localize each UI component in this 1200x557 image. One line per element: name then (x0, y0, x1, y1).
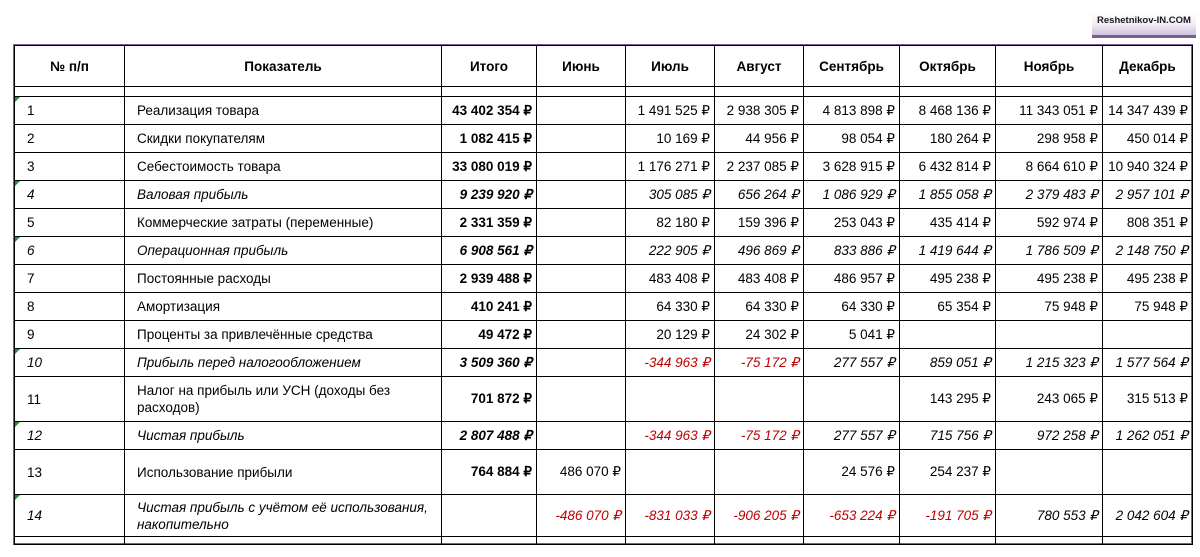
header-cell[interactable]: Декабрь (1103, 46, 1193, 87)
table-row (15, 125, 1193, 153)
row-number-cell[interactable] (15, 450, 125, 495)
month-value-cell[interactable]: 98 054 ₽ (804, 125, 900, 153)
month-value-cell[interactable]: 180 264 ₽ (900, 125, 996, 153)
table-row (15, 495, 1193, 537)
month-value-cell[interactable]: 222 905 ₽ (626, 237, 715, 265)
month-value-cell[interactable] (626, 377, 715, 422)
indicator-name-cell[interactable]: Реализация товара (125, 97, 442, 125)
total-cell[interactable]: 9 239 920 ₽ (442, 181, 537, 209)
cell-marker-icon (15, 97, 20, 102)
indicator-name-cell[interactable]: Чистая прибыль (125, 422, 442, 450)
month-value-cell[interactable] (537, 422, 626, 450)
month-value-cell[interactable]: -75 172 ₽ (715, 349, 804, 377)
month-value-cell[interactable]: 10 169 ₽ (626, 125, 715, 153)
month-value-cell[interactable]: 592 974 ₽ (996, 209, 1103, 237)
total-cell[interactable]: 49 472 ₽ (442, 321, 537, 349)
month-value-cell[interactable]: 495 238 ₽ (1103, 265, 1193, 293)
month-value-cell[interactable] (715, 450, 804, 495)
empty-cell[interactable] (626, 537, 715, 545)
empty-cell[interactable] (1103, 87, 1193, 97)
month-value-cell[interactable]: -344 963 ₽ (626, 422, 715, 450)
row-number-cell[interactable] (15, 321, 125, 349)
header-cell[interactable]: Июнь (537, 46, 626, 87)
empty-cell[interactable] (125, 537, 442, 545)
row-number: 1 (27, 103, 35, 118)
month-value-cell[interactable]: -906 205 ₽ (715, 495, 804, 537)
empty-cell[interactable] (442, 537, 537, 545)
row-number: 5 (27, 215, 35, 230)
month-value-cell[interactable]: -75 172 ₽ (715, 422, 804, 450)
month-value-cell[interactable]: 859 051 ₽ (900, 349, 996, 377)
table-row (15, 209, 1193, 237)
total-cell[interactable]: 6 908 561 ₽ (442, 237, 537, 265)
month-value-cell[interactable]: 6 432 814 ₽ (900, 153, 996, 181)
month-value-cell[interactable]: 65 354 ₽ (900, 293, 996, 321)
month-value-cell[interactable]: 243 065 ₽ (996, 377, 1103, 422)
month-value-cell[interactable]: 2 237 085 ₽ (715, 153, 804, 181)
total-cell[interactable]: 33 080 019 ₽ (442, 153, 537, 181)
profit-loss-table (14, 45, 1193, 545)
header-cell[interactable]: Октябрь (900, 46, 996, 87)
month-value-cell[interactable]: 808 351 ₽ (1103, 209, 1193, 237)
table-row (15, 422, 1193, 450)
month-value-cell[interactable]: 780 553 ₽ (996, 495, 1103, 537)
month-value-cell[interactable]: 82 180 ₽ (626, 209, 715, 237)
indicator-name-cell[interactable]: Скидки покупателям (125, 125, 442, 153)
month-value-cell[interactable] (537, 237, 626, 265)
indicator-name-cell[interactable]: Амортизация (125, 293, 442, 321)
month-value-cell[interactable]: 2 148 750 ₽ (1103, 237, 1193, 265)
total-cell[interactable]: 701 872 ₽ (442, 377, 537, 422)
table-row (15, 153, 1193, 181)
month-value-cell[interactable]: 1 262 051 ₽ (1103, 422, 1193, 450)
total-cell[interactable]: 43 402 354 ₽ (442, 97, 537, 125)
spacer-row (15, 87, 1193, 97)
month-value-cell[interactable] (804, 377, 900, 422)
site-logo (1092, 12, 1196, 38)
month-value-cell[interactable]: 24 302 ₽ (715, 321, 804, 349)
row-number: 7 (27, 271, 35, 286)
indicator-name-cell[interactable]: Проценты за привлечённые средства (125, 321, 442, 349)
month-value-cell[interactable]: 305 085 ₽ (626, 181, 715, 209)
total-cell[interactable]: 2 939 488 ₽ (442, 265, 537, 293)
month-value-cell[interactable]: 496 869 ₽ (715, 237, 804, 265)
empty-cell[interactable] (715, 537, 804, 545)
month-value-cell[interactable]: 483 408 ₽ (715, 265, 804, 293)
total-cell[interactable]: 2 807 488 ₽ (442, 422, 537, 450)
month-value-cell[interactable]: 159 396 ₽ (715, 209, 804, 237)
empty-cell[interactable] (900, 87, 996, 97)
month-value-cell[interactable]: -344 963 ₽ (626, 349, 715, 377)
row-number: 11 (27, 391, 42, 407)
month-value-cell[interactable]: 315 513 ₽ (1103, 377, 1193, 422)
header-cell[interactable]: Сентябрь (804, 46, 900, 87)
month-value-cell[interactable]: -486 070 ₽ (537, 495, 626, 537)
month-value-cell[interactable]: 64 330 ₽ (804, 293, 900, 321)
month-value-cell[interactable]: 483 408 ₽ (626, 265, 715, 293)
month-value-cell[interactable]: 972 258 ₽ (996, 422, 1103, 450)
row-number-cell[interactable] (15, 97, 125, 125)
month-value-cell[interactable]: -831 033 ₽ (626, 495, 715, 537)
month-value-cell[interactable]: 8 664 610 ₽ (996, 153, 1103, 181)
month-value-cell[interactable] (537, 209, 626, 237)
month-value-cell[interactable] (537, 97, 626, 125)
indicator-name-cell[interactable]: Чистая прибыль с учётом её использования, накопительно (125, 495, 442, 537)
row-number: 8 (27, 299, 35, 314)
header-cell[interactable]: Ноябрь (996, 46, 1103, 87)
header-cell[interactable]: Итого (442, 46, 537, 87)
spacer-row (15, 537, 1193, 545)
month-value-cell[interactable]: 5 041 ₽ (804, 321, 900, 349)
month-value-cell[interactable]: 44 956 ₽ (715, 125, 804, 153)
empty-cell[interactable] (1103, 537, 1193, 545)
table-body (15, 97, 1193, 545)
month-value-cell[interactable]: 2 379 483 ₽ (996, 181, 1103, 209)
header-cell[interactable]: Показатель (125, 46, 442, 87)
empty-cell[interactable] (804, 537, 900, 545)
cell-marker-icon (15, 495, 20, 500)
empty-cell[interactable] (442, 87, 537, 97)
month-value-cell[interactable]: 20 129 ₽ (626, 321, 715, 349)
month-value-cell[interactable]: 1 419 644 ₽ (900, 237, 996, 265)
cell-marker-icon (15, 349, 20, 354)
month-value-cell[interactable]: 75 948 ₽ (1103, 293, 1193, 321)
row-number-cell[interactable] (15, 265, 125, 293)
row-number: 12 (27, 428, 43, 443)
empty-cell[interactable] (715, 87, 804, 97)
empty-cell[interactable] (900, 537, 996, 545)
month-value-cell[interactable] (537, 153, 626, 181)
row-number-cell[interactable] (15, 293, 125, 321)
month-value-cell[interactable]: 450 014 ₽ (1103, 125, 1193, 153)
header-cell[interactable]: Август (715, 46, 804, 87)
total-cell[interactable]: 2 331 359 ₽ (442, 209, 537, 237)
total-cell[interactable] (442, 495, 537, 537)
month-value-cell[interactable] (537, 293, 626, 321)
total-cell[interactable]: 3 509 360 ₽ (442, 349, 537, 377)
month-value-cell[interactable]: 298 958 ₽ (996, 125, 1103, 153)
table-row (15, 349, 1193, 377)
row-number: 14 (27, 508, 43, 523)
month-value-cell[interactable] (537, 377, 626, 422)
empty-cell[interactable] (125, 87, 442, 97)
cell-marker-icon (15, 422, 20, 427)
empty-cell[interactable] (537, 87, 626, 97)
month-value-cell[interactable]: 64 330 ₽ (715, 293, 804, 321)
month-value-cell[interactable]: 24 576 ₽ (804, 450, 900, 495)
row-number: 13 (27, 464, 43, 480)
total-cell[interactable]: 764 884 ₽ (442, 450, 537, 495)
month-value-cell[interactable]: 8 468 136 ₽ (900, 97, 996, 125)
row-number: 10 (27, 355, 43, 370)
indicator-name-cell[interactable]: Налог на прибыль или УСН (доходы без расходов) (125, 377, 442, 422)
month-value-cell[interactable] (537, 181, 626, 209)
month-value-cell[interactable] (1103, 321, 1193, 349)
month-value-cell[interactable] (537, 321, 626, 349)
month-value-cell[interactable] (900, 321, 996, 349)
month-value-cell[interactable]: 14 347 439 ₽ (1103, 97, 1193, 125)
month-value-cell[interactable]: 435 414 ₽ (900, 209, 996, 237)
indicator-name-cell[interactable]: Операционная прибыль (125, 237, 442, 265)
indicator-name-cell[interactable]: Валовая прибыль (125, 181, 442, 209)
month-value-cell[interactable]: 11 343 051 ₽ (996, 97, 1103, 125)
month-value-cell[interactable] (626, 450, 715, 495)
table-row (15, 377, 1193, 422)
month-value-cell[interactable]: -191 705 ₽ (900, 495, 996, 537)
month-value-cell[interactable]: 64 330 ₽ (626, 293, 715, 321)
table-row (15, 321, 1193, 349)
month-value-cell[interactable]: 2 957 101 ₽ (1103, 181, 1193, 209)
indicator-name-cell[interactable]: Постоянные расходы (125, 265, 442, 293)
month-value-cell[interactable]: 1 176 271 ₽ (626, 153, 715, 181)
month-value-cell[interactable]: 486 957 ₽ (804, 265, 900, 293)
month-value-cell[interactable]: 4 813 898 ₽ (804, 97, 900, 125)
empty-cell[interactable] (15, 87, 125, 97)
month-value-cell[interactable]: 277 557 ₽ (804, 349, 900, 377)
row-number-cell[interactable] (15, 125, 125, 153)
table-row (15, 293, 1193, 321)
empty-cell[interactable] (996, 87, 1103, 97)
site-logo-text: Reshetnikov-IN.COM (1097, 15, 1191, 26)
month-value-cell[interactable]: 1 786 509 ₽ (996, 237, 1103, 265)
row-number-cell[interactable] (15, 237, 125, 265)
month-value-cell[interactable]: 495 238 ₽ (900, 265, 996, 293)
month-value-cell[interactable]: 3 628 915 ₽ (804, 153, 900, 181)
month-value-cell[interactable]: 143 295 ₽ (900, 377, 996, 422)
month-value-cell[interactable] (537, 349, 626, 377)
month-value-cell[interactable] (715, 377, 804, 422)
row-number-cell[interactable] (15, 422, 125, 450)
month-value-cell[interactable] (537, 265, 626, 293)
row-number-cell[interactable] (15, 495, 125, 537)
indicator-name-cell[interactable]: Коммерческие затраты (переменные) (125, 209, 442, 237)
month-value-cell[interactable]: 10 940 324 ₽ (1103, 153, 1193, 181)
month-value-cell[interactable] (1103, 450, 1193, 495)
indicator-name-cell[interactable]: Использование прибыли (125, 450, 442, 495)
month-value-cell[interactable]: 2 938 305 ₽ (715, 97, 804, 125)
header-cell[interactable]: № п/п (15, 46, 125, 87)
row-number: 6 (27, 243, 35, 258)
month-value-cell[interactable]: 254 237 ₽ (900, 450, 996, 495)
month-value-cell[interactable]: 75 948 ₽ (996, 293, 1103, 321)
total-cell[interactable]: 1 082 415 ₽ (442, 125, 537, 153)
month-value-cell[interactable]: 2 042 604 ₽ (1103, 495, 1193, 537)
month-value-cell[interactable] (996, 450, 1103, 495)
empty-cell[interactable] (537, 537, 626, 545)
row-number: 3 (27, 159, 35, 174)
month-value-cell[interactable]: 253 043 ₽ (804, 209, 900, 237)
month-value-cell[interactable]: 656 264 ₽ (715, 181, 804, 209)
month-value-cell[interactable] (996, 321, 1103, 349)
month-value-cell[interactable]: 1 215 323 ₽ (996, 349, 1103, 377)
cell-marker-icon (15, 237, 20, 242)
month-value-cell[interactable]: 1 086 929 ₽ (804, 181, 900, 209)
indicator-name-cell[interactable]: Себестоимость товара (125, 153, 442, 181)
month-value-cell[interactable] (537, 125, 626, 153)
month-value-cell[interactable]: 715 756 ₽ (900, 422, 996, 450)
empty-cell[interactable] (15, 537, 125, 545)
cell-marker-icon (15, 181, 20, 186)
empty-cell[interactable] (996, 537, 1103, 545)
row-number-cell[interactable] (15, 209, 125, 237)
row-number-cell[interactable] (15, 181, 125, 209)
table-row (15, 265, 1193, 293)
month-value-cell[interactable]: 1 491 525 ₽ (626, 97, 715, 125)
month-value-cell[interactable]: 277 557 ₽ (804, 422, 900, 450)
table-row (15, 181, 1193, 209)
row-number-cell[interactable] (15, 377, 125, 422)
empty-cell[interactable] (626, 87, 715, 97)
month-value-cell[interactable]: 486 070 ₽ (537, 450, 626, 495)
table-row (15, 97, 1193, 125)
empty-cell[interactable] (804, 87, 900, 97)
month-value-cell[interactable]: 833 886 ₽ (804, 237, 900, 265)
month-value-cell[interactable]: 1 577 564 ₽ (1103, 349, 1193, 377)
month-value-cell[interactable]: 495 238 ₽ (996, 265, 1103, 293)
row-number-cell[interactable] (15, 153, 125, 181)
table-row (15, 237, 1193, 265)
row-number: 4 (27, 187, 35, 202)
total-cell[interactable]: 410 241 ₽ (442, 293, 537, 321)
row-number-cell[interactable] (15, 349, 125, 377)
header-cell[interactable]: Июль (626, 46, 715, 87)
table-row (15, 450, 1193, 495)
row-number: 9 (27, 327, 35, 342)
month-value-cell[interactable]: -653 224 ₽ (804, 495, 900, 537)
month-value-cell[interactable]: 1 855 058 ₽ (900, 181, 996, 209)
indicator-name-cell[interactable]: Прибыль перед налогообложением (125, 349, 442, 377)
row-number: 2 (27, 131, 35, 146)
header-row (15, 46, 1193, 87)
